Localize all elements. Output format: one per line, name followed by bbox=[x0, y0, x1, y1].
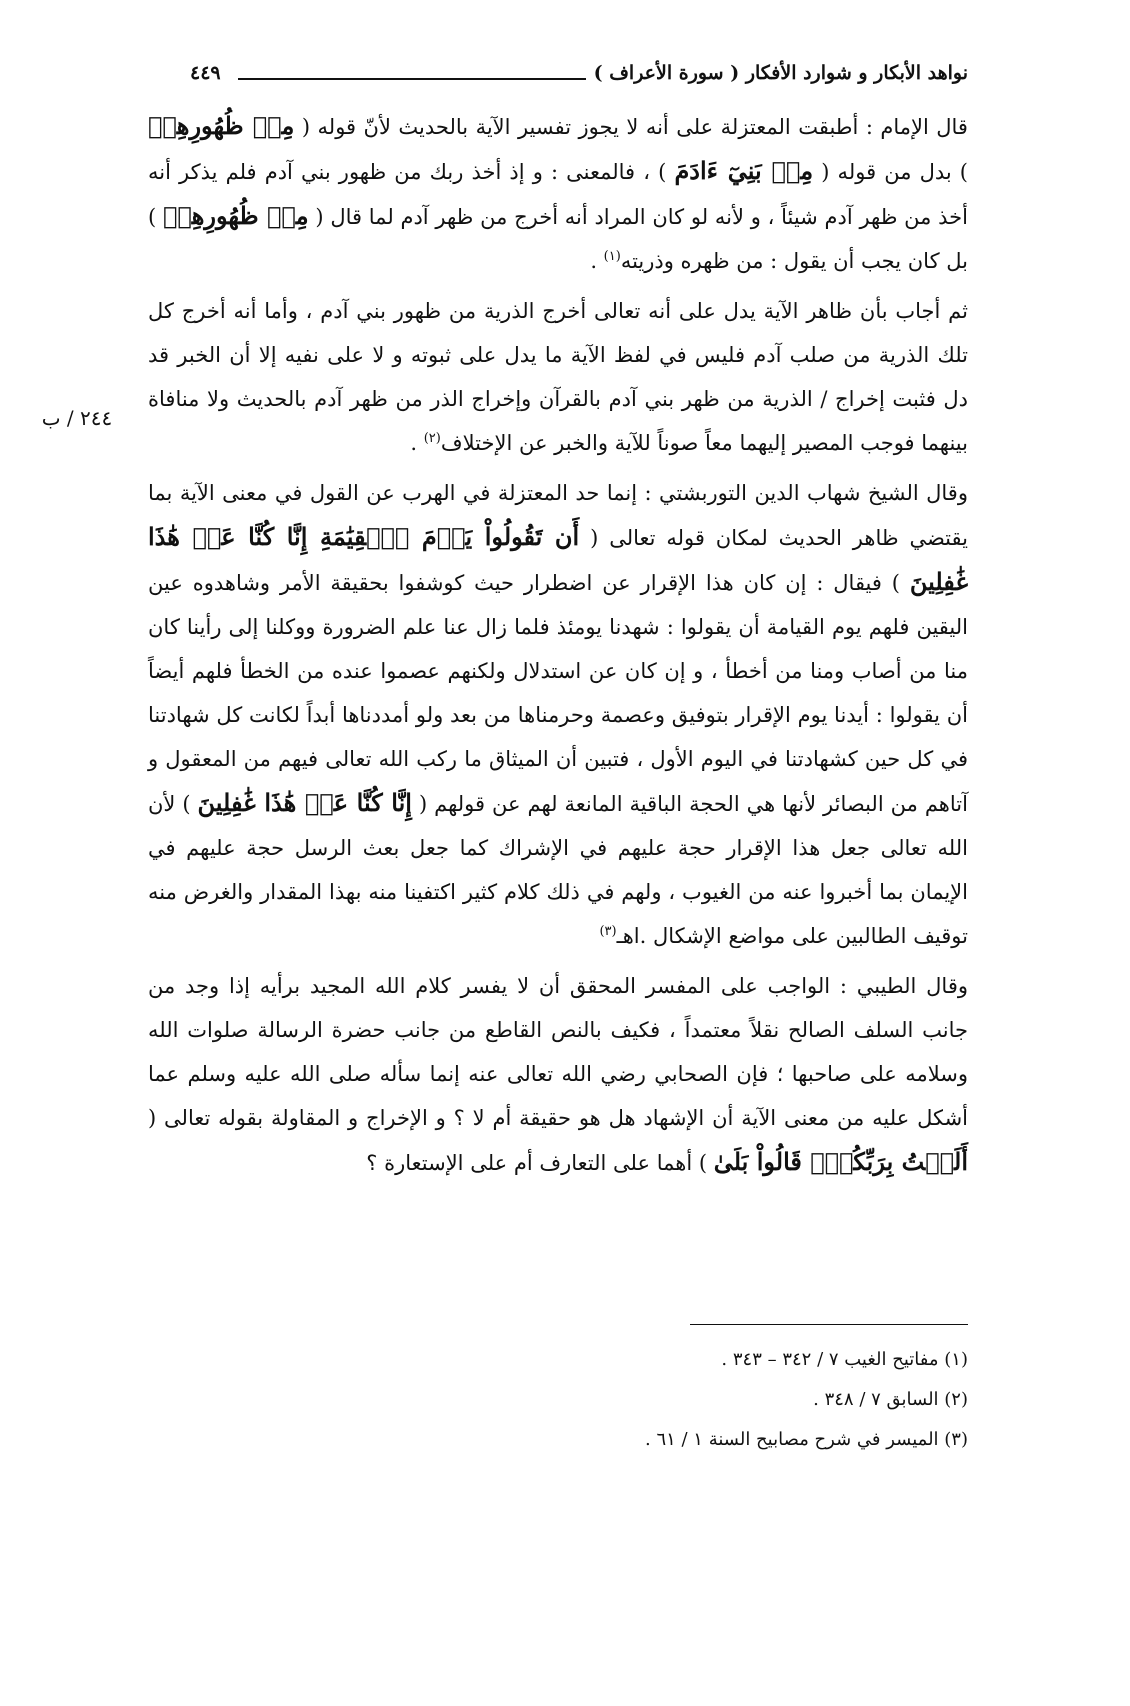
paragraph-answer: ثم أجاب بأن ظاهر الآية يدل على أنه تعالى أخرج الذرية من ظهور بني آدم ، وأما أنه أخرج كل تلك الذرية من صلب آدم فليس في لفظ الآية ما يدل على ثبوته و لا على نفيه إلا أن الخبر قد دل فثبت إخراج / الذرية من ظهر بني آدم بالقرآن وإخراج الذر من ظهر آدم بالحديث ولا منافاة بينهما فوجب المصير إليهما معاً صوناً للآية والخبر عن الإختلاف$^{(٢)}$ . bbox=[148, 299, 968, 455]
quran-quote: إِنَّا كُنَّا عَنۡ هَٰذَا غَٰفِلِينَ bbox=[197, 788, 412, 817]
quran-quote: أَن تَقُولُواْ يَوۡمَ ٱلۡقِيَٰمَةِ إِنَّا كُنَّا عَنۡ هَٰذَا غَٰفِلِينَ bbox=[148, 522, 968, 596]
book-title: نواهد الأبكار و شوارد الأفكار ( سورة الأعراف ) bbox=[593, 62, 968, 84]
quran-quote: مِنۢ بَنِيٓ ءَادَمَ bbox=[674, 156, 814, 185]
quran-quote: مِنۢ ظُهُورِهِمۡ bbox=[148, 111, 295, 140]
paragraph-tibi: وقال الطيبي : الواجب على المفسر المحقق أن لا يفسر كلام الله المجيد برأيه إذا وجد من جانب السلف الصالح نقلاً معتمداً ، فكيف بالنص القاطع من جانب حضرة الرسالة صلوات الله وسلامه على صاحبها ؛ فإن الصحابي رضي الله تعالى عنه إنما سأله صلى الله عليه وسلم عما أشكل عليه من معنى الآية أن الإشهاد هل هو حقيقة أم لا ؟ و الإخراج و المقاولة بقوله تعالى ( أَلَسۡتُ بِرَبِّكُمۡۖ قَالُواْ بَلَىٰ ) أهما على التعارف أم على الإستعارة ؟ bbox=[148, 974, 969, 1176]
paragraph-turbashti: وقال الشيخ شهاب الدين التوربشتي : إنما حد المعتزلة في الهرب عن القول في معنى الآية بما يقتضي ظاهر الحديث لمكان قوله تعالى ( أَن تَقُولُواْ يَوۡمَ ٱلۡقِيَٰمَةِ إِنَّا كُنَّا عَنۡ هَٰذَا غَٰفِلِينَ ) فيقال : إن كان هذا الإقرار عن اضطرار حيث كوشفوا بحقيقة الأمر وشاهدوه عين اليقين فلهم يوم القيامة أن يقولوا : شهدنا يومئذ فلما زال عنا علم الضرورة ووكلنا إلى رأينا كان منا من أصاب ومنا من أخطأ ، و إن كان عن استدلال ولكنهم عصموا عنده من الخطأ فلهم أيضاً أن يقولوا : أيدنا يوم الإقرار بتوفيق وعصمة وحرمناها من بعد ولو أمددناها أبداً لكانت كل شهادتنا في كل حين كشهادتنا في اليوم الأول ، فتبين أن الميثاق ما ركب الله تعالى فيهم من المعقول و آتاهم من البصائر لأنها هي الحجة الباقية المانعة لهم عن قولهم ( إِنَّا كُنَّا عَنۡ هَٰذَا غَٰفِلِينَ ) لأن الله تعالى جعل هذا الإقرار حجة عليهم في الإشراك كما جعل بعث الرسل حجة عليهم في الإيمان بما أخبروا عنه من الغيوب ، ولهم في ذلك كلام كثير اكتفينا منه بهذا المقدار والغرض منه توقيف الطالبين على مواضع الإشكال .اهـ$^{(٣)}$ bbox=[148, 481, 968, 948]
main-text bbox=[148, 104, 968, 1191]
footnote-ref: (٢) bbox=[423, 431, 441, 446]
paragraph-imam: قال الإمام : أطبقت المعتزلة على أنه لا يجوز تفسير الآية بالحديث لأنّ قوله ( مِنۢ ظُهُورِهِمۡ ) بدل من قوله ( مِنۢ بَنِيٓ ءَادَمَ ) ، فالمعنى : و إذ أخذ ربك من ظهور بني آدم فلم يذكر أنه أخذ من ظهر آدم شيئاً ، و لأنه لو كان المراد أنه أخرج من ظهر آدم لما قال ( مِنۢ ظُهُورِهِمۡ ) بل كان يجب أن يقول : من ظهره وذريته$^{(١)}$ . bbox=[148, 111, 968, 273]
margin-folio-note: ٢٤٤ / ب bbox=[41, 406, 113, 430]
running-header bbox=[190, 58, 968, 98]
footnote-separator bbox=[690, 1324, 968, 1325]
footnote-item: (٢) السابق ٧ / ٣٤٨ . bbox=[813, 1389, 968, 1410]
footnote-ref: (٣) bbox=[599, 924, 617, 939]
footnote-ref: (١) bbox=[603, 249, 621, 264]
footnote-item: (٣) الميسر في شرح مصابيح السنة ١ / ٦١ . bbox=[644, 1429, 968, 1450]
footnote-item: (١) مفاتيح الغيب ٧ / ٣٤٢ – ٣٤٣ . bbox=[721, 1349, 968, 1370]
quran-quote: أَلَسۡتُ بِرَبِّكُمۡۖ قَالُواْ بَلَىٰ bbox=[713, 1147, 968, 1176]
header-rule bbox=[238, 78, 586, 80]
footnotes bbox=[500, 1340, 968, 1460]
page-number: ٤٤٩ bbox=[190, 62, 221, 84]
quran-quote: مِنۢ ظُهُورِهِمۡ bbox=[162, 201, 309, 230]
